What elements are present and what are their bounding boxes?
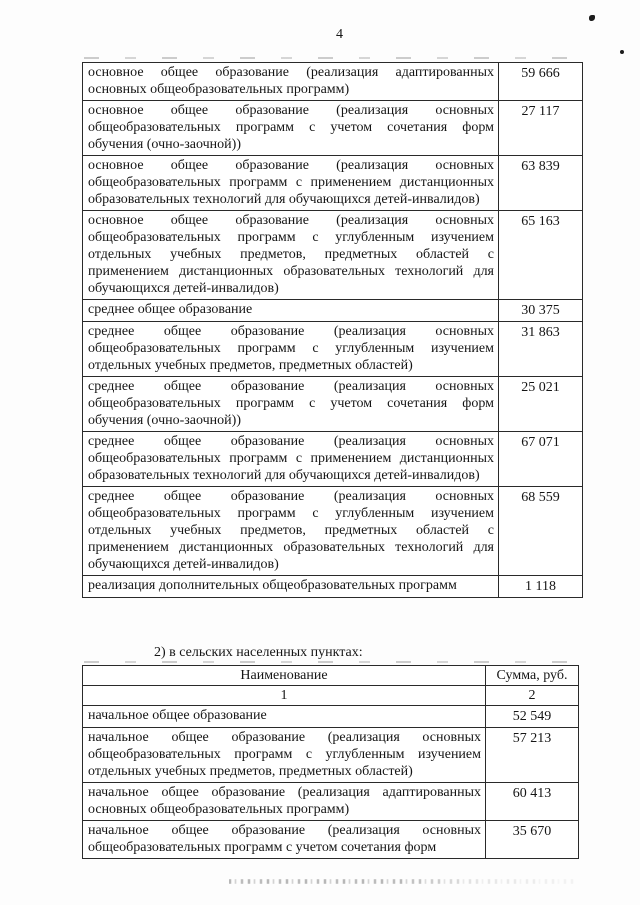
program-name-cell: среднее общее образование (реализация основных общеобразовательных программ с применением дистанционных образовательных технологий для обучающихся детей-инвалидов) [83, 432, 499, 487]
program-name-cell: среднее общее образование (реализация основных общеобразовательных программ с учетом сочетания форм обучения (очно-заочной)) [83, 377, 499, 432]
ink-speck-artifact [589, 15, 595, 21]
page-number: 4 [336, 27, 343, 42]
column-number-1: 1 [83, 686, 486, 706]
sum-value-cell: 35 670 [486, 821, 579, 859]
sum-value-cell: 52 549 [486, 706, 579, 728]
sum-value-cell: 57 213 [486, 728, 579, 783]
table-row [83, 377, 583, 432]
funding-table-urban-body [83, 63, 583, 598]
program-name-cell: среднее общее образование (реализация основных общеобразовательных программ с углубленным изучением отдельных учебных предметов, предметных областей) [83, 322, 499, 377]
table-row [83, 101, 583, 156]
column-number-2: 2 [486, 686, 579, 706]
program-name-cell: реализация дополнительных общеобразовательных программ [83, 576, 499, 598]
table-row [83, 211, 583, 300]
funding-table-rural [82, 665, 579, 859]
sum-value-cell: 68 559 [499, 487, 583, 576]
sum-value-cell: 60 413 [486, 783, 579, 821]
table-row [83, 821, 579, 859]
table-row [83, 783, 579, 821]
program-name-cell: начальное общее образование (реализация основных общеобразовательных программ с учетом сочетания форм [83, 821, 486, 859]
table-row [83, 156, 583, 211]
program-name-cell: начальное общее образование (реализация адаптированных основных общеобразовательных программ) [83, 783, 486, 821]
program-name-cell: начальное общее образование (реализация основных общеобразовательных программ с углубленным изучением отдельных учебных предметов, предметных областей) [83, 728, 486, 783]
scan-ghost-line [84, 661, 578, 663]
sum-value-cell: 65 163 [499, 211, 583, 300]
scan-ghost-line [84, 57, 580, 59]
sum-value-cell: 63 839 [499, 156, 583, 211]
sum-value-cell: 59 666 [499, 63, 583, 101]
sum-value-cell: 30 375 [499, 300, 583, 322]
funding-table-urban [82, 62, 583, 598]
sum-value-cell: 1 118 [499, 576, 583, 598]
column-header-name: Наименование [83, 666, 486, 686]
sum-value-cell: 25 021 [499, 377, 583, 432]
section-label-rural: 2) в сельских населенных пунктах: [154, 645, 363, 660]
table-row [83, 63, 583, 101]
table-header-row [83, 666, 579, 686]
program-name-cell: основное общее образование (реализация основных общеобразовательных программ с учетом сочетания форм обучения (очно-заочной)) [83, 101, 499, 156]
column-header-sum: Сумма, руб. [486, 666, 579, 686]
table-row [83, 322, 583, 377]
sum-value-cell: 27 117 [499, 101, 583, 156]
funding-table-rural-body [83, 706, 579, 859]
table-row [83, 432, 583, 487]
program-name-cell: начальное общее образование [83, 706, 486, 728]
sum-value-cell: 31 863 [499, 322, 583, 377]
scan-smudge-artifact [229, 879, 574, 884]
ink-speck-artifact [620, 50, 624, 54]
table-row [83, 728, 579, 783]
sum-value-cell: 67 071 [499, 432, 583, 487]
table-row [83, 487, 583, 576]
program-name-cell: среднее общее образование [83, 300, 499, 322]
table-row [83, 706, 579, 728]
program-name-cell: основное общее образование (реализация адаптированных основных общеобразовательных программ) [83, 63, 499, 101]
column-number-row [83, 686, 579, 706]
program-name-cell: основное общее образование (реализация основных общеобразовательных программ с углубленным изучением отдельных учебных предметов, предметных областей с применением дистанционных образовательных технологий для обучающихся детей-инвалидов) [83, 211, 499, 300]
program-name-cell: среднее общее образование (реализация основных общеобразовательных программ с углубленным изучением отдельных учебных предметов, предметных областей с применением дистанционных образовательных технологий для обучающихся детей-инвалидов) [83, 487, 499, 576]
program-name-cell: основное общее образование (реализация основных общеобразовательных программ с применением дистанционных образовательных технологий для обучающихся детей-инвалидов) [83, 156, 499, 211]
table-row [83, 300, 583, 322]
table-row [83, 576, 583, 598]
